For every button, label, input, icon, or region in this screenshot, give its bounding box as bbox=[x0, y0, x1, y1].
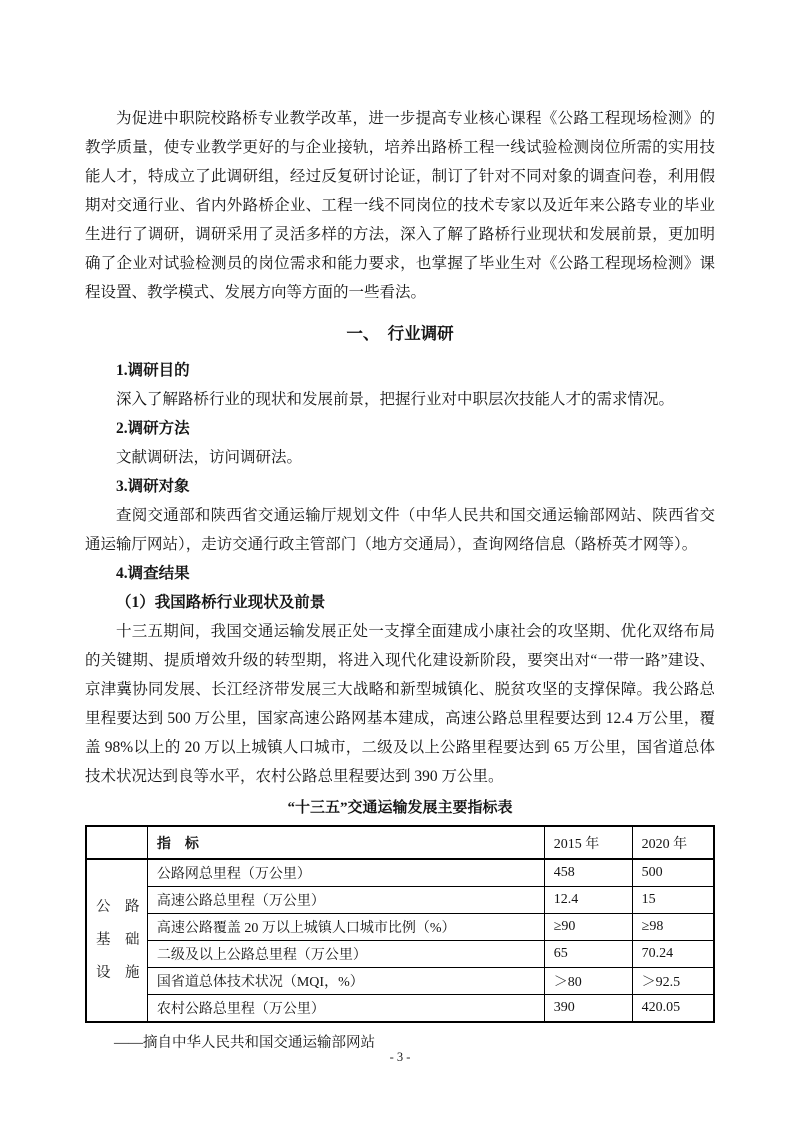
subsection-body-3: 查阅交通部和陕西省交通运输厅规划文件（中华人民共和国交通运输部网站、陕西省交通运输厅网站），走访交通行政主管部门（地方交通局），查询网络信息（路桥英才网等）。 bbox=[85, 507, 715, 553]
section-heading: 一、 行业调研 bbox=[346, 324, 454, 343]
table-row bbox=[86, 887, 714, 914]
table-corner-cell bbox=[86, 826, 147, 859]
indicator-cell: 二级及以上公路总里程（万公里） bbox=[147, 941, 544, 968]
table-row bbox=[86, 941, 714, 968]
subsection-body-2: 文献调研法，访问调研法。 bbox=[116, 449, 303, 466]
table-row bbox=[86, 914, 714, 941]
table-header-2015: 2015 年 bbox=[544, 826, 632, 859]
value-2020-cell: 500 bbox=[632, 859, 714, 887]
value-2015-cell: ≥90 bbox=[544, 914, 632, 941]
subsection-heading-2: 2.调研方法 bbox=[116, 420, 190, 437]
subsection-heading-3: 3.调研对象 bbox=[116, 478, 190, 495]
result-paragraph: 十三五期间，我国交通运输发展正处一支撑全面建成小康社会的攻坚期、优化双络布局的关键期、提质增效升级的转型期，将进入现代化建设新阶段，要突出对“一带一路”建设、京津冀协同发展、长江经济带发展三大战略和新型城镇化、脱贫攻坚的支撑保障。我公路总里程要达到 500 万公里，国家高速公路网基本建成，高速公路总里程要达到 12.4 万公里，覆盖 98%以上的 20 万以上城镇人口城市，二级及以上公路里程要达到 65 万公里，国省道总体技术状况达到良等水平，农村公路总里程要达到 390 万公里。 bbox=[85, 623, 715, 785]
value-2020-cell: 420.05 bbox=[632, 995, 714, 1023]
table-row bbox=[86, 859, 714, 887]
subsection-body-1: 深入了解路桥行业的现状和发展前景，把握行业对中职层次技能人才的需求情况。 bbox=[116, 391, 675, 408]
indicator-cell: 高速公路覆盖 20 万以上城镇人口城市比例（%） bbox=[147, 914, 544, 941]
value-2015-cell: 390 bbox=[544, 995, 632, 1023]
intro-paragraph: 为促进中职院校路桥专业教学改革，进一步提高专业核心课程《公路工程现场检测》的教学质量，使专业教学更好的与企业接轨，培养出路桥工程一线试验检测岗位所需的实用技能人才，特成立了此调研组，经过反复研讨论证，制订了针对不同对象的调查问卷，利用假期对交通行业、省内外路桥企业、工程一线不同岗位的技术专家以及近年来公路专业的毕业生进行了调研，调研采用了灵活多样的方法，深入了解了路桥行业现状和发展前景，更加明确了企业对试验检测员的岗位需求和能力要求，也掌握了毕业生对《公路工程现场检测》课程设置、教学模式、发展方向等方面的一些看法。 bbox=[85, 110, 715, 301]
subsection-heading-4: 4.调查结果 bbox=[116, 565, 190, 582]
indicator-cell: 公路网总里程（万公里） bbox=[147, 859, 544, 887]
value-2020-cell: 15 bbox=[632, 887, 714, 914]
table-header-indicator: 指 标 bbox=[147, 826, 544, 859]
table-header-2020: 2020 年 bbox=[632, 826, 714, 859]
page-number: - 3 - bbox=[389, 1050, 411, 1064]
source-note: ——摘自中华人民共和国交通运输部网站 bbox=[114, 1035, 375, 1051]
value-2015-cell: 458 bbox=[544, 859, 632, 887]
result-heading: （1）我国路桥行业现状及前景 bbox=[116, 594, 326, 611]
value-2015-cell: ＞80 bbox=[544, 968, 632, 995]
table-title: “十三五”交通运输发展主要指标表 bbox=[287, 800, 513, 816]
indicator-cell: 高速公路总里程（万公里） bbox=[147, 887, 544, 914]
value-2015-cell: 65 bbox=[544, 941, 632, 968]
indicator-cell: 农村公路总里程（万公里） bbox=[147, 995, 544, 1023]
subsection-heading-1: 1.调研目的 bbox=[116, 362, 190, 379]
indicator-cell: 国省道总体技术状况（MQI，%） bbox=[147, 968, 544, 995]
value-2015-cell: 12.4 bbox=[544, 887, 632, 914]
value-2020-cell: ≥98 bbox=[632, 914, 714, 941]
table-row bbox=[86, 968, 714, 995]
row-group-label: 公 路 基 础 设 施 bbox=[86, 859, 147, 1022]
table-row bbox=[86, 995, 714, 1023]
value-2020-cell: ＞92.5 bbox=[632, 968, 714, 995]
table-header-row bbox=[86, 826, 714, 859]
indicators-table bbox=[85, 825, 715, 1023]
value-2020-cell: 70.24 bbox=[632, 941, 714, 968]
